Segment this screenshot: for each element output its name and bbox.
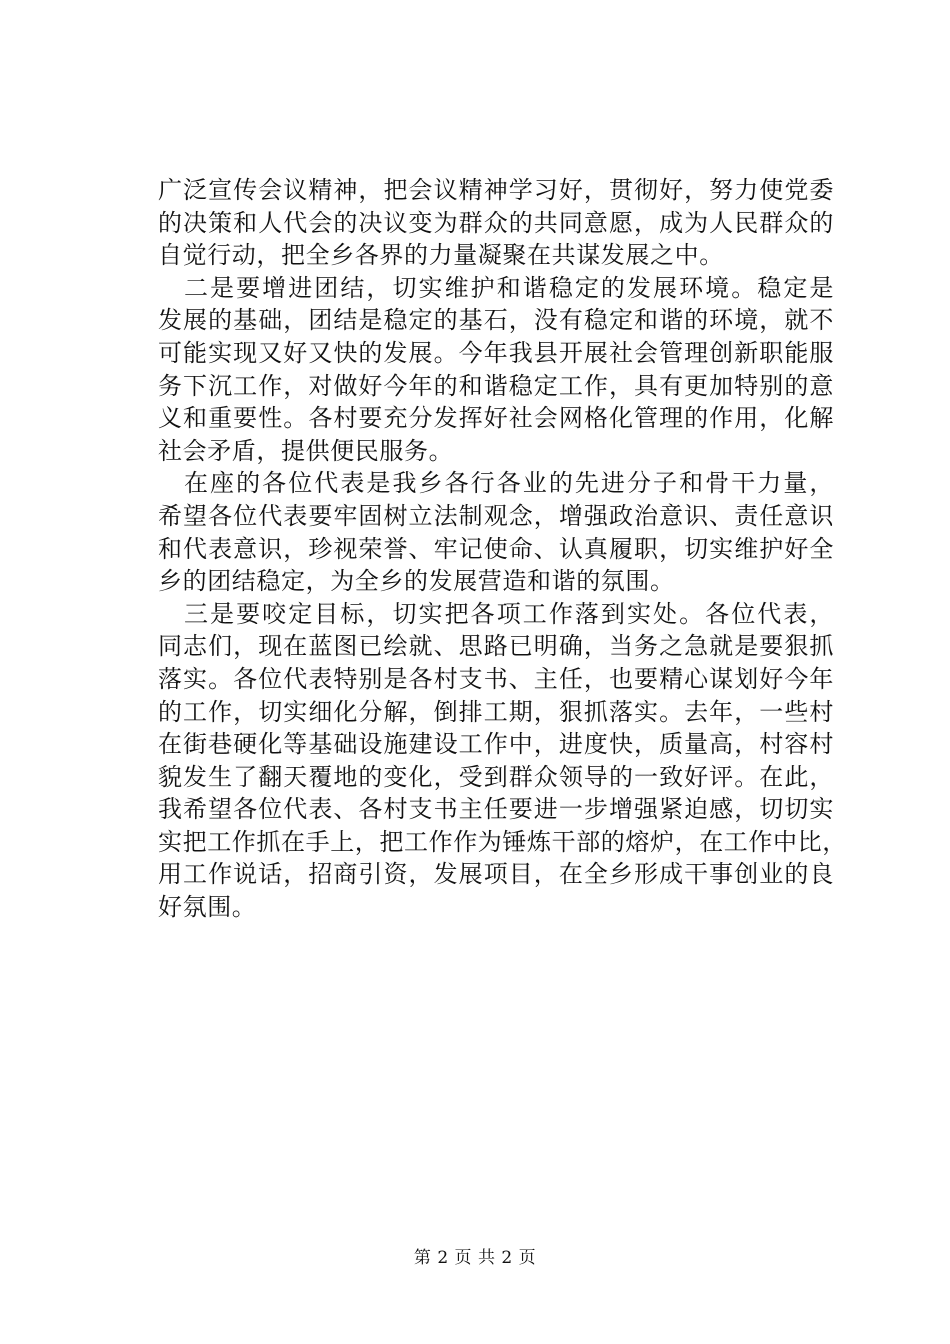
paragraph-first-line: 在座的各位代表是我乡各行各业的先进分子和骨干力量， <box>184 469 834 498</box>
text-line: 貌发生了翻天覆地的变化，受到群众领导的一致好评。在此， <box>158 762 834 791</box>
text-line: 自觉行动，把全乡各界的力量凝聚在共谋发展之中。 <box>158 241 724 270</box>
text-line: 的工作，切实细化分解，倒排工期，狠抓落实。去年，一些村 <box>158 697 834 726</box>
text-line: 义和重要性。各村要充分发挥好社会网格化管理的作用，化解 <box>158 404 834 433</box>
text-line: 广泛宣传会议精神，把会议精神学习好，贯彻好，努力使党委 <box>158 176 834 204</box>
text-line: 和代表意识，珍视荣誉、牢记使命、认真履职，切实维护好全 <box>158 534 834 563</box>
text-line: 可能实现又好又快的发展。今年我县开展社会管理创新职能服 <box>158 338 834 367</box>
text-line: 落实。各位代表特别是各村支书、主任，也要精心谋划好今年 <box>158 664 834 693</box>
paragraph-first-line: 三是要咬定目标，切实把各项工作落到实处。各位代表， <box>184 599 834 628</box>
text-line: 务下沉工作，对做好今年的和谐稳定工作，具有更加特别的意 <box>158 371 834 400</box>
text-line: 我希望各位代表、各村支书主任要进一步增强紧迫感，切切实 <box>158 795 834 824</box>
text-line: 发展的基础，团结是稳定的基石，没有稳定和谐的环境，就不 <box>158 306 834 335</box>
text-line: 乡的团结稳定，为全乡的发展营造和谐的氛围。 <box>158 567 675 596</box>
text-line: 的决策和人代会的决议变为群众的共同意愿，成为人民群众的 <box>158 208 834 237</box>
body-text <box>158 174 847 924</box>
page-footer: 第 2 页 共 2 页 <box>413 1248 537 1268</box>
text-line: 希望各位代表要牢固树立法制观念，增强政治意识、责任意识 <box>158 501 834 530</box>
text-line: 好氛围。 <box>158 893 257 922</box>
text-line: 实把工作抓在手上，把工作作为锤炼干部的熔炉，在工作中比， <box>158 827 847 856</box>
text-line: 在街巷硬化等基础设施建设工作中，进度快，质量高，村容村 <box>158 730 834 759</box>
text-line: 社会矛盾，提供便民服务。 <box>158 436 454 465</box>
paragraph-first-line: 二是要增进团结，切实维护和谐稳定的发展环境。稳定是 <box>184 273 834 302</box>
text-line: 同志们，现在蓝图已绘就、思路已明确，当务之急就是要狠抓 <box>158 632 834 661</box>
text-line: 用工作说话，招商引资，发展项目，在全乡形成干事创业的良 <box>158 860 834 889</box>
